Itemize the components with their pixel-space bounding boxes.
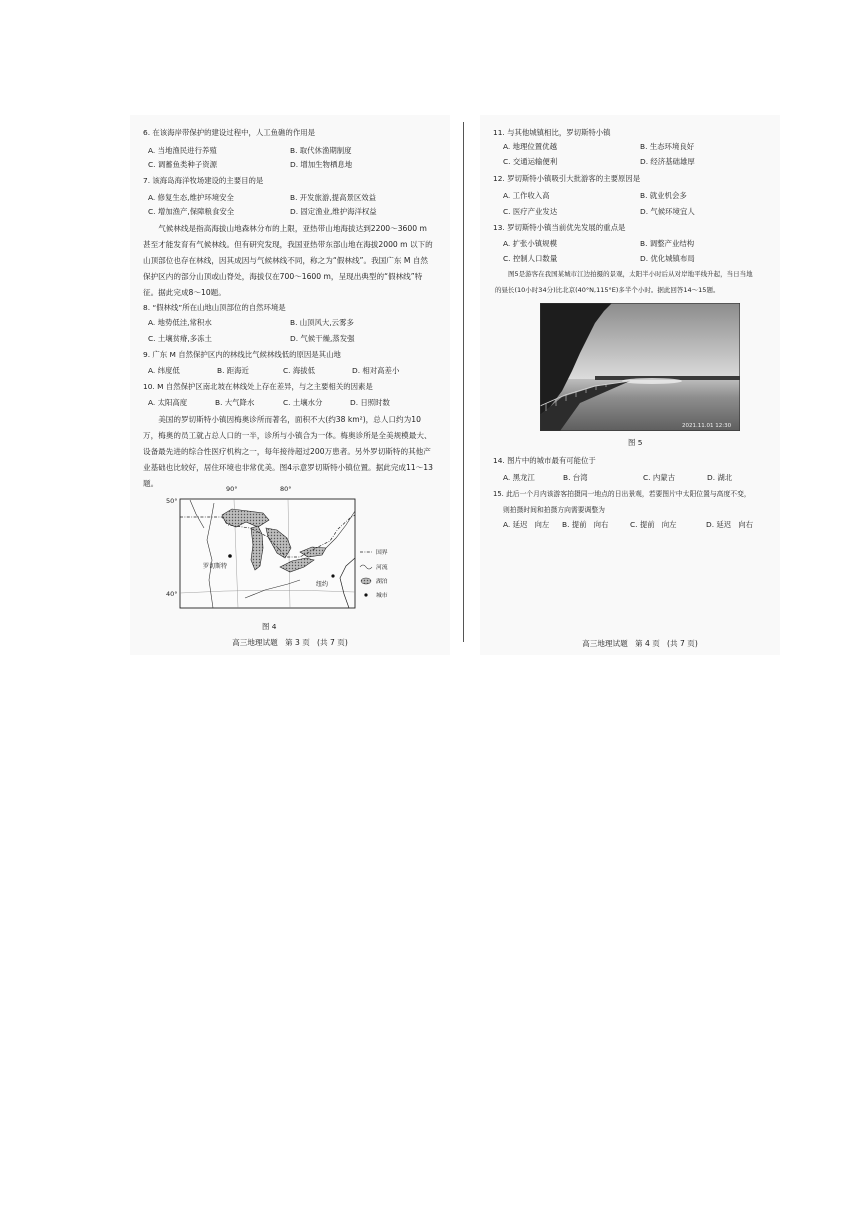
q14-option-b: B. 台湾	[563, 473, 588, 482]
new-york-city-dot	[331, 574, 334, 577]
passage-8-10: 气候林线是指高海拔山地森林分布的上限，亚热带山地海拔达到2200～3600 m 甚至才能发育有气候林线。但有研究发现，我国亚热带东部山地在海拔2000 m 以下的山顶部位也存在林线，因其成因与气候林线不同，称之为“假林线”。我国广东 M 自然保护区内的部分山顶或山脊处，海拔仅在700～1600 m，呈现出典型的“假林线”特征。据此完成8～10题。	[143, 224, 433, 297]
legend-river-symbol	[360, 565, 372, 569]
q11-option-a: A. 地理位置优越	[503, 142, 557, 151]
q14-stem: 14. 图片中的城市最有可能位于	[493, 456, 596, 465]
q15-option-c: C. 提前 向左	[630, 520, 677, 529]
q9-option-a: A. 纬度低	[148, 366, 180, 375]
legend-city-symbol	[364, 593, 367, 596]
q8-option-d: D. 气候干燥,蒸发强	[290, 334, 355, 343]
left-page-footer: 高三地理试题 第 3 页 (共 7 页)	[232, 638, 348, 647]
q8-option-b: B. 山顶风大,云雾多	[290, 318, 354, 327]
q7-option-a: A. 修复生态,维护环境安全	[148, 193, 234, 202]
q9-option-d: D. 相对高差小	[352, 366, 400, 375]
q8-option-a: A. 地势低洼,常积水	[148, 318, 212, 327]
q7-stem: 7. 该海岛海洋牧场建设的主要目的是	[143, 176, 264, 185]
q15-option-b: B. 提前 向右	[562, 520, 609, 529]
legend-city-label: 城市	[376, 593, 388, 599]
q15-option-d: D. 延迟 向右	[706, 520, 754, 529]
figure4-map	[160, 480, 405, 620]
passage-11-13: 美国的罗切斯特小镇因梅奥诊所而著名，面积不大(约38 km²)，总人口约为10万，梅奥的员工就占总人口的一半，诊所与小镇合为一体。梅奥诊所是全美规模最大、设备最先进的综合性医疗机构之一，每年接待超过200万患者。另外罗切斯特的其他产业基础也比较好，居住环境也非常优美。图4示意罗切斯特小镇位置。据此完成11～13题。	[143, 415, 433, 488]
q13-option-d: D. 优化城镇布局	[640, 254, 695, 263]
figure4-caption: 图 4	[262, 622, 277, 631]
q12-option-d: D. 气候环境宜人	[640, 207, 695, 216]
q6-option-d: D. 增加生物栖息地	[290, 160, 353, 169]
q10-option-c: C. 土壤水分	[283, 398, 323, 407]
q9-stem: 9. 广东 M 自然保护区内的林线比气候林线低的原因是其山地	[143, 350, 341, 359]
figure5-photo	[540, 303, 740, 431]
photo-timestamp: 2021.11.01 12:30	[682, 423, 732, 429]
q10-option-d: D. 日照时数	[350, 398, 390, 407]
q13-stem: 13. 罗切斯特小镇当前优先发展的重点是	[493, 223, 626, 232]
q6-option-b: B. 取代休渔期制度	[290, 146, 352, 155]
q11-option-c: C. 交通运输便利	[503, 157, 558, 166]
q9-option-c: C. 海拔低	[283, 366, 316, 375]
right-page-footer: 高三地理试题 第 4 页 (共 7 页)	[582, 639, 698, 648]
q12-option-a: A. 工作收入高	[503, 191, 550, 200]
q14-option-c: C. 内蒙古	[643, 473, 676, 482]
legend-lake-label: 湖泊	[376, 579, 388, 585]
q10-option-b: B. 大气降水	[215, 398, 255, 407]
q13-option-a: A. 扩张小镇规模	[503, 239, 557, 248]
legend-lake-symbol	[361, 578, 371, 584]
q7-option-d: D. 固定渔业,维护海洋权益	[290, 207, 377, 216]
page-divider	[463, 122, 464, 642]
passage-14-15: 图5是游客在我国某城市江边拍摄的景观，太阳半小时后从对岸地平线升起，当日当地的昼长(10小时34分)比北京(40°N,115°E)多半个小时。据此回答14～15题。	[495, 270, 753, 294]
q10-stem: 10. M 自然保护区南北坡在林线处上存在差异，与之主要相关的因素是	[143, 382, 373, 391]
lon-label-90: 90°	[226, 485, 238, 493]
q6-option-a: A. 当地渔民进行养殖	[148, 146, 217, 155]
q11-option-d: D. 经济基础雄厚	[640, 157, 695, 166]
lat-label-50: 50°	[166, 497, 178, 505]
lon-label-80: 80°	[280, 485, 292, 493]
q15-stem-line-1: 15. 此后一个月内该游客拍摄同一地点的日出景观，若要图片中太阳位置与高度不变，	[493, 490, 751, 498]
q7-option-c: C. 增加渔产,保障粮食安全	[148, 207, 235, 216]
rochester-city-dot	[228, 554, 232, 558]
q7-option-b: B. 开发旅游,提高景区效益	[290, 193, 377, 202]
q11-stem: 11. 与其他城镇相比，罗切斯特小镇	[493, 128, 611, 137]
q12-stem: 12. 罗切斯特小镇吸引大批游客的主要原因是	[493, 174, 641, 183]
q13-option-b: B. 调整产业结构	[640, 239, 695, 248]
q9-option-b: B. 距海近	[217, 366, 249, 375]
q12-option-c: C. 医疗产业发达	[503, 207, 558, 216]
photo-sun-glow	[622, 378, 682, 384]
q15-stem-line-2: 则拍摄时间和拍摄方向需要调整为	[503, 506, 605, 514]
q15-option-a: A. 延迟 向左	[503, 520, 550, 529]
q6-stem: 6. 在该海岸带保护的建设过程中，人工鱼礁的作用是	[143, 128, 315, 137]
legend-river-label: 河流	[376, 565, 388, 571]
new-york-label: 纽约	[316, 581, 329, 588]
q8-option-c: C. 土壤贫瘠,多冻土	[148, 334, 212, 343]
q8-stem: 8. “假林线”所在山地山顶部位的自然环境是	[143, 303, 286, 312]
q11-option-b: B. 生态环境良好	[640, 142, 695, 151]
figure5-caption: 图 5	[628, 438, 643, 447]
q13-option-c: C. 控制人口数量	[503, 254, 558, 263]
q12-option-b: B. 就业机会多	[640, 191, 687, 200]
rochester-label: 罗切斯特	[203, 563, 228, 570]
q14-option-a: A. 黑龙江	[503, 473, 535, 482]
lat-label-40: 40°	[166, 590, 178, 598]
q6-option-c: C. 调蓄鱼类种子资源	[148, 160, 217, 169]
q10-option-a: A. 太阳高度	[148, 398, 188, 407]
legend-border-label: 国界	[376, 550, 388, 556]
q14-option-d: D. 湖北	[707, 473, 733, 482]
